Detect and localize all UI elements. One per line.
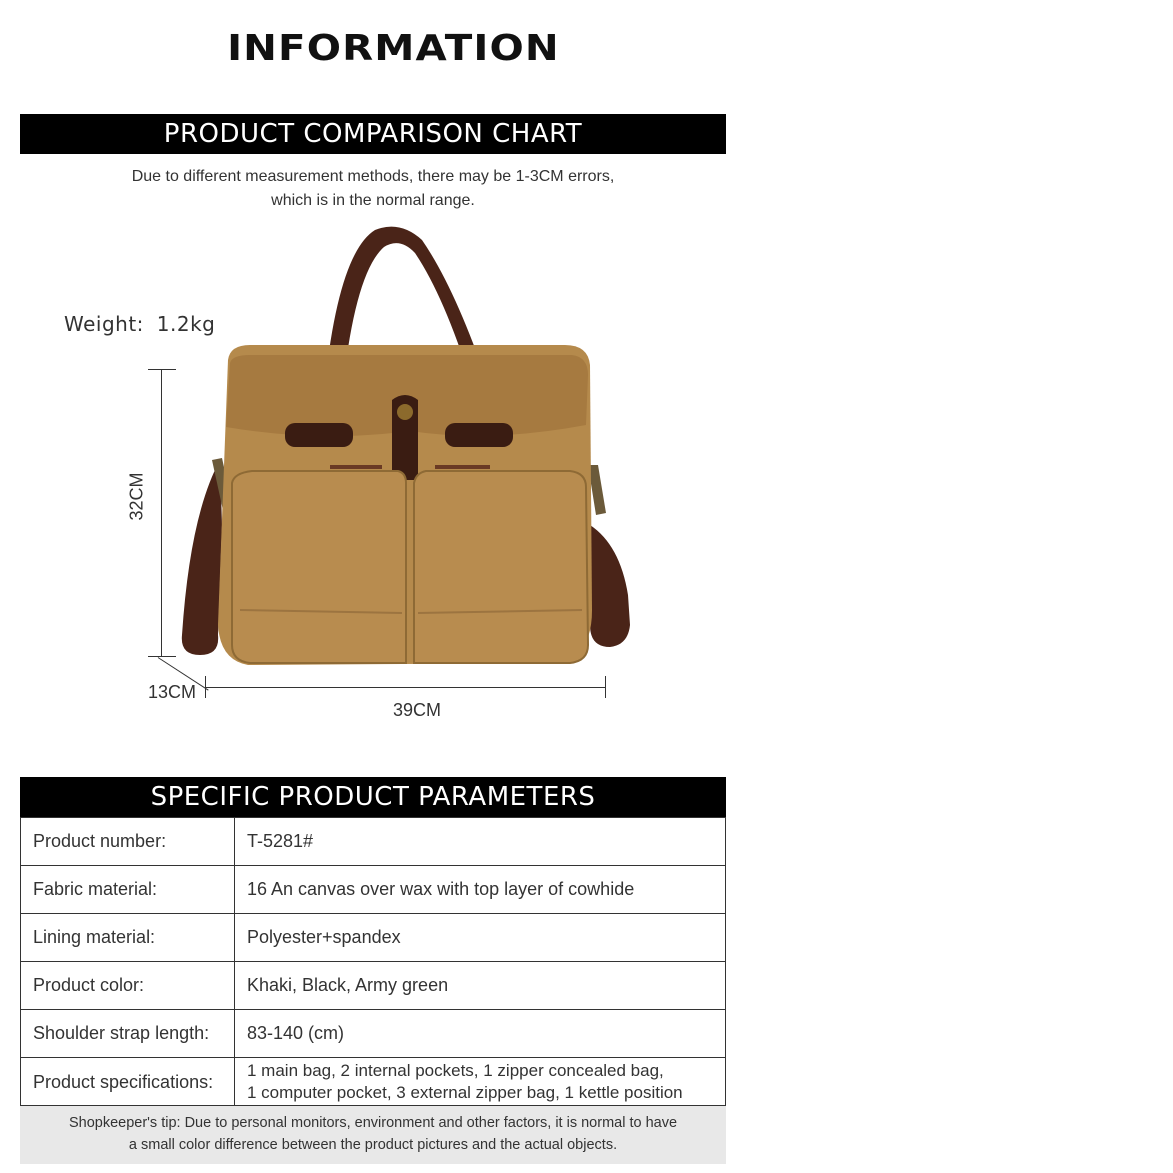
table-row bbox=[21, 818, 726, 866]
table-row bbox=[21, 1058, 726, 1106]
param-value: Khaki, Black, Army green bbox=[235, 962, 726, 1010]
param-label: Fabric material: bbox=[21, 866, 235, 914]
depth-label: 13CM bbox=[148, 682, 197, 702]
param-value: 16 An canvas over wax with top layer of cowhide bbox=[235, 866, 726, 914]
page-title: INFORMATION bbox=[227, 28, 560, 69]
width-dimension-line bbox=[205, 687, 606, 688]
tip-line1: Shopkeeper's tip: Due to personal monitors, environment and other factors, it is normal to have bbox=[68, 1115, 678, 1131]
shopkeeper-tip bbox=[20, 1106, 726, 1164]
measurement-note-line1: Due to different measurement methods, there may be 1-3CM errors, bbox=[131, 168, 615, 185]
tip-line2: a small color difference between the product pictures and the actual objects. bbox=[128, 1137, 618, 1153]
parameters-heading: SPECIFIC PRODUCT PARAMETERS bbox=[20, 777, 726, 817]
param-value-line1: 1 main bag, 2 internal pockets, 1 zipper concealed bag, bbox=[247, 1060, 664, 1080]
measurement-note-line2: which is in the normal range. bbox=[271, 192, 475, 209]
parameters-table bbox=[20, 817, 726, 1106]
table-row bbox=[21, 866, 726, 914]
param-value-line2: 1 computer pocket, 3 external zipper bag, 1 kettle position bbox=[247, 1082, 683, 1102]
param-label: Product number: bbox=[21, 818, 235, 866]
param-value: 83-140 (cm) bbox=[235, 1010, 726, 1058]
width-label: 39CM bbox=[393, 700, 442, 720]
comparison-heading: PRODUCT COMPARISON CHART bbox=[20, 114, 726, 154]
table-row bbox=[21, 962, 726, 1010]
param-label: Product specifications: bbox=[21, 1058, 235, 1106]
param-value: T-5281# bbox=[235, 818, 726, 866]
param-label: Shoulder strap length: bbox=[21, 1010, 235, 1058]
param-value: Polyester+spandex bbox=[235, 914, 726, 962]
weight-label: Weight: bbox=[64, 312, 144, 336]
height-label: 32CM bbox=[126, 472, 147, 521]
table-row bbox=[21, 1010, 726, 1058]
table-row bbox=[21, 914, 726, 962]
param-label: Product color: bbox=[21, 962, 235, 1010]
param-value bbox=[235, 1058, 726, 1106]
weight-value: 1.2kg bbox=[156, 312, 216, 336]
param-label: Lining material: bbox=[21, 914, 235, 962]
measurement-note bbox=[20, 165, 726, 213]
bag-image bbox=[160, 215, 640, 685]
